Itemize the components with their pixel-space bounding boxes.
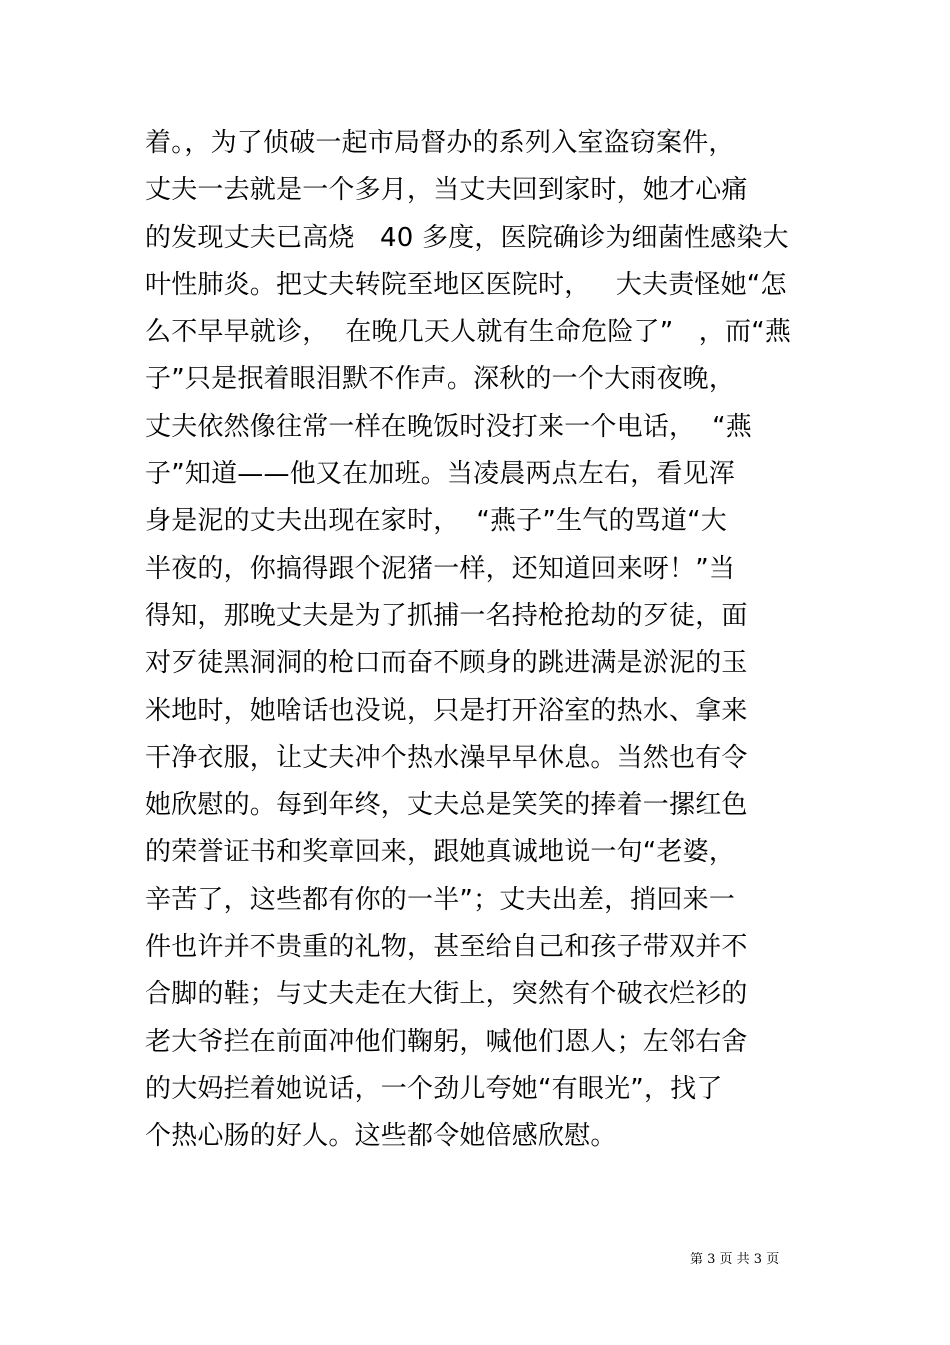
text-line: 干净衣服，让丈夫冲个热水澡早早休息。当然也有令 xyxy=(145,742,748,773)
text-line: 子”知道——他又在加班。当凌晨两点左右，看见浑 xyxy=(145,459,736,490)
text-line: 得知，那晚丈夫是为了抓捕一名持枪抢劫的歹徒，面 xyxy=(145,600,748,631)
page-number-footer: 第 3 页 共 3 页 xyxy=(690,1252,780,1267)
text-line: 丈夫一去就是一个多月，当丈夫回到家时，她才心痛 xyxy=(145,175,748,206)
text-line: 的大妈拦着她说话，一个劲儿夸她“有眼光”，找了 xyxy=(145,1073,723,1104)
text-line: 身是泥的丈夫出现在家时， “燕子”生气的骂道“大 xyxy=(145,506,727,537)
text-line: 丈夫依然像往常一样在晚饭时没打来一个电话， “燕 xyxy=(145,411,752,442)
text-line: 的发现丈夫已高烧 40 多度，医院确诊为细菌性感染大 xyxy=(145,222,789,253)
text-line: 合脚的鞋；与丈夫走在大街上，突然有个破衣烂衫的 xyxy=(145,979,748,1010)
text-line: 叶性肺炎。把丈夫转院至地区医院时， 大夫责怪她“怎 xyxy=(145,269,787,300)
text-line: 米地时，她啥话也没说，只是打开浴室的热水、拿来 xyxy=(145,695,748,726)
text-line: 对歹徒黑洞洞的枪口而奋不顾身的跳进满是淤泥的玉 xyxy=(145,648,748,679)
text-line: 个热心肠的好人。这些都令她倍感欣慰。 xyxy=(145,1121,617,1152)
text-line: 半夜的，你搞得跟个泥猪一样，还知道回来呀！”当 xyxy=(145,553,736,584)
text-line: 的荣誉证书和奖章回来，跟她真诚地说一句“老婆， xyxy=(145,837,736,868)
text-line: 着。，为了侦破一起市局督办的系列入室盗窃案件， xyxy=(145,128,735,158)
text-line: 老大爷拦在前面冲他们鞠躬，喊他们恩人；左邻右舍 xyxy=(145,1026,748,1057)
text-line: 辛苦了，这些都有你的一半”；丈夫出差，捎回来一 xyxy=(145,884,736,915)
text-line: 她欣慰的。每到年终，丈夫总是笑笑的捧着一摞红色 xyxy=(145,790,748,821)
text-line: 子”只是抿着眼泪默不作声。深秋的一个大雨夜晚， xyxy=(145,364,736,395)
text-line: 么不早早就诊， 在晚几天人就有生命危险了” ，而“燕 xyxy=(145,317,792,348)
body-text xyxy=(145,120,825,1161)
text-line: 件也许并不贵重的礼物，甚至给自己和孩子带双并不 xyxy=(145,932,748,963)
